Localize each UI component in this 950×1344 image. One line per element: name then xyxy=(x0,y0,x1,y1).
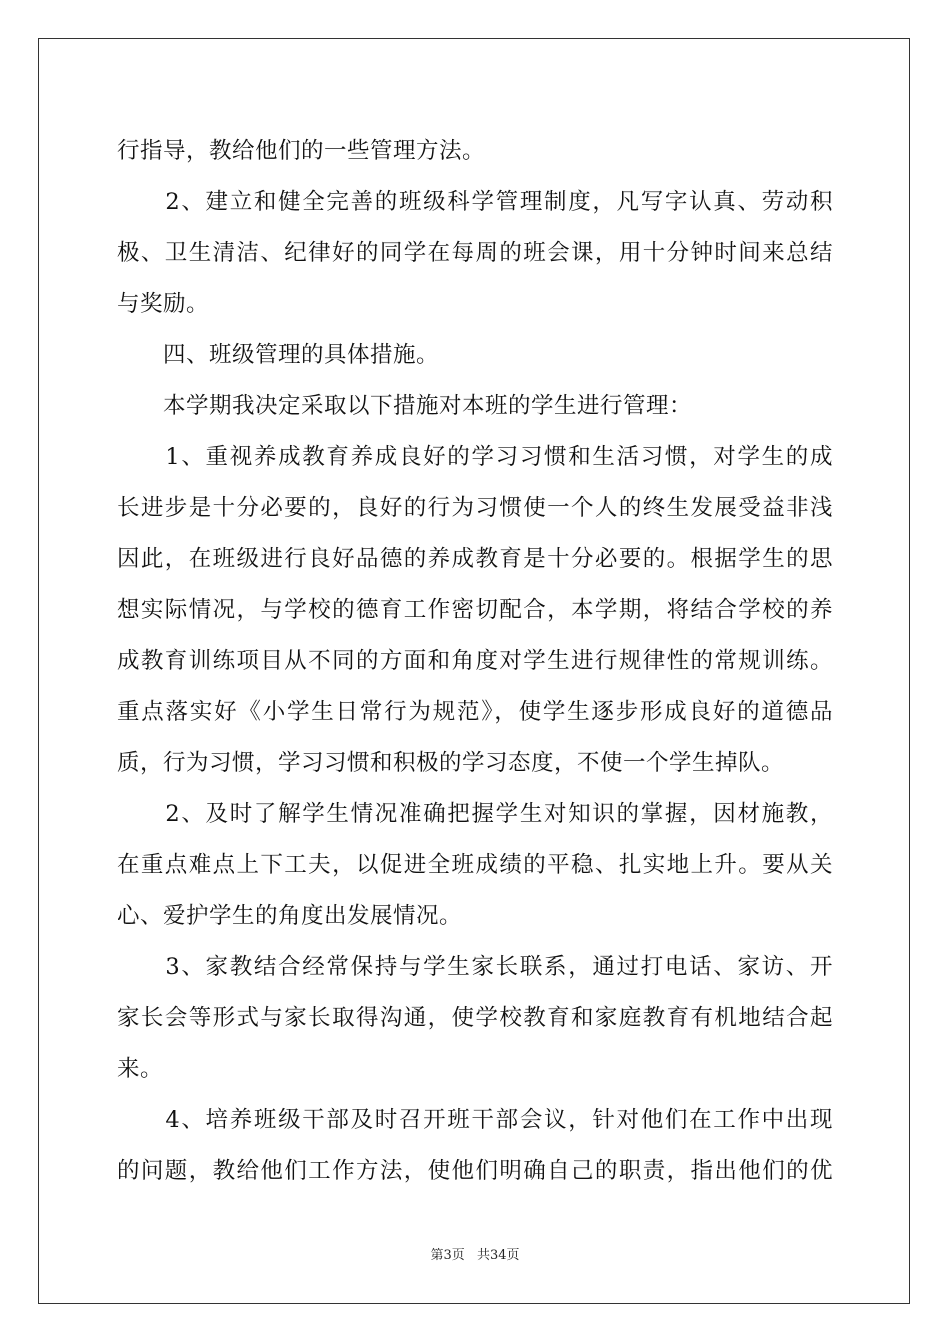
text-line: 极、卫生清洁、纪律好的同学在每周的班会课，用十分钟时间来总结 xyxy=(117,240,833,266)
text-line: 3、家教结合经常保持与学生家长联系，通过打电话、家访、开 xyxy=(117,954,833,980)
section-heading: 四、班级管理的具体措施。 xyxy=(117,342,440,368)
text-line: 本学期我决定采取以下措施对本班的学生进行管理： xyxy=(117,393,693,419)
text-line: 因此，在班级进行良好品德的养成教育是十分必要的。根据学生的思 xyxy=(117,546,833,572)
text-line: 成教育训练项目从不同的方面和角度对学生进行规律性的常规训练。 xyxy=(117,648,833,674)
text-line: 行指导，教给他们的一些管理方法。 xyxy=(117,138,486,164)
text-line: 1、重视养成教育养成良好的学习习惯和生活习惯，对学生的成 xyxy=(117,444,833,470)
text-line: 2、及时了解学生情况准确把握学生对知识的掌握，因材施教， xyxy=(117,801,833,827)
text-line: 2、建立和健全完善的班级科学管理制度，凡写字认真、劳动积 xyxy=(117,189,833,215)
page-footer xyxy=(0,1244,950,1263)
text-line: 质，行为习惯，学习习惯和积极的学习态度，不使一个学生掉队。 xyxy=(117,750,785,776)
text-line: 在重点难点上下工夫，以促进全班成绩的平稳、扎实地上升。要从关 xyxy=(117,852,833,878)
page-number: 第3页 xyxy=(430,1248,465,1263)
text-line: 的问题，教给他们工作方法，使他们明确自己的职责，指出他们的优 xyxy=(117,1158,833,1184)
text-line: 心、爱护学生的角度出发展情况。 xyxy=(117,903,463,929)
text-line: 重点落实好《小学生日常行为规范》，使学生逐步形成良好的道德品 xyxy=(117,699,833,725)
text-line: 家长会等形式与家长取得沟通，使学校教育和家庭教育有机地结合起 xyxy=(117,1005,833,1031)
document-body xyxy=(117,126,833,1197)
page-total: 共34页 xyxy=(476,1248,520,1263)
text-line: 想实际情况，与学校的德育工作密切配合，本学期，将结合学校的养 xyxy=(117,597,833,623)
text-line: 与奖励。 xyxy=(117,291,210,317)
text-line: 来。 xyxy=(117,1056,164,1082)
text-line: 4、培养班级干部及时召开班干部会议，针对他们在工作中出现 xyxy=(117,1107,833,1133)
text-line: 长进步是十分必要的，良好的行为习惯使一个人的终生发展受益非浅 xyxy=(117,495,833,521)
